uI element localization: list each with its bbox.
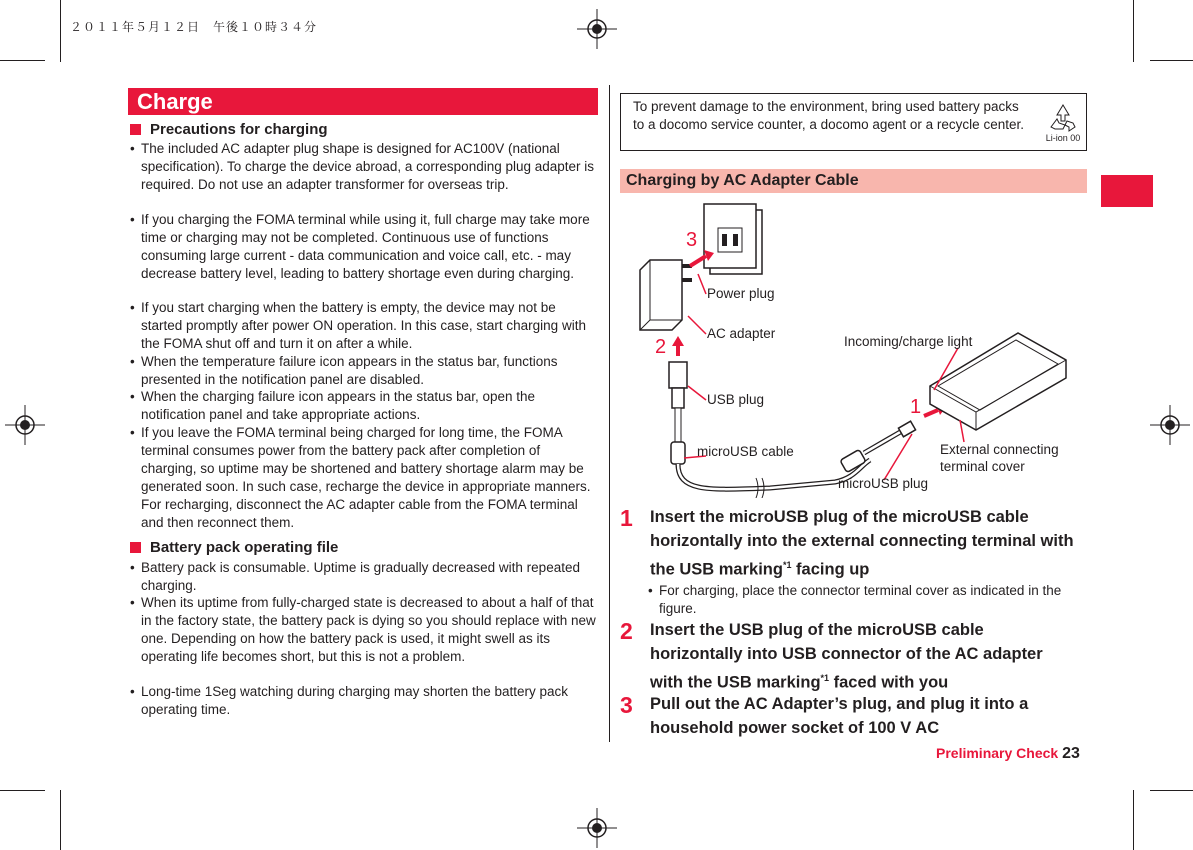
- step-number: 2: [620, 618, 633, 644]
- page-footer: [936, 745, 1080, 763]
- chapter-tab: [1101, 175, 1153, 207]
- diagram-number: 1: [910, 396, 922, 418]
- crop-mark: [1150, 60, 1193, 61]
- section-heading-battery-pack: Battery pack operating file: [130, 539, 338, 556]
- crop-mark: [1133, 790, 1134, 850]
- registration-mark-icon: [577, 9, 617, 49]
- registration-mark-icon: [577, 808, 617, 848]
- registration-mark-icon: [1150, 405, 1190, 445]
- crop-mark: [1133, 0, 1134, 62]
- print-timestamp: ２０１１年５月１２日 午後１０時３４分: [70, 20, 318, 34]
- square-bullet-icon: [130, 542, 141, 553]
- page-number: 23: [1062, 745, 1080, 762]
- list-item: • When its uptime from fully-charged state is decreased to about a half of that in the factory state, the battery pack is dying so you should replace with new one. Depending on how the battery pack is used, it might swell as its operating life becomes short, but this is not a problem.: [130, 595, 596, 664]
- section-banner-adapter: Charging by AC Adapter Cable: [620, 169, 1087, 193]
- crop-mark: [0, 60, 45, 61]
- list-item: • When the temperature failure icon appears in the status bar, functions presented in the notification panel are disabled.: [130, 354, 558, 387]
- list-item: • Long-time 1Seg watching during charging may shorten the battery pack operating time.: [130, 684, 568, 717]
- arrow-icon: [924, 410, 938, 416]
- crop-mark: [60, 0, 61, 62]
- wall-socket-icon: [704, 204, 762, 274]
- list-item: • If you charging the FOMA terminal while using it, full charge may take more time or charging may not be completed. Continuous use of functions consuming large current - data communication and voice call, etc. - may decrease battery level, leading to battery shortage even during charging.: [130, 212, 590, 281]
- registration-mark-icon: [5, 405, 45, 445]
- recycle-icon: [1041, 101, 1085, 145]
- step-number: 3: [620, 692, 633, 718]
- section-banner-charge: Charge: [128, 88, 598, 115]
- list-item: • If you start charging when the battery is empty, the device may not be started promptly after power ON operation. In this case, start charging with the FOMA shut off and turn it on after a while.: [130, 300, 586, 351]
- label-ext-cover-2: terminal cover: [940, 459, 1025, 474]
- label-usb-plug: USB plug: [707, 392, 765, 407]
- square-bullet-icon: [130, 124, 141, 135]
- step-text: Insert the USB plug of the microUSB cable horizontally into USB connector of the AC adapter with the USB marking$^{*1}$ faced with you: [650, 621, 1043, 692]
- crop-mark: [60, 790, 61, 850]
- label-microusb-cable: microUSB cable: [697, 444, 794, 459]
- list-item: • The included AC adapter plug shape is designed for AC100V (national specification). To charge the device abroad, a corresponding plug adapter is required. Do not use an adapter transformer for overseas trip.: [130, 141, 595, 192]
- label-ext-cover-1: External connecting: [940, 442, 1059, 457]
- recycle-label: Li-ion 00: [1045, 133, 1081, 143]
- label-incoming-light: Incoming/charge light: [844, 334, 973, 349]
- list-item: • Battery pack is consumable. Uptime is gradually decreased with repeated charging.: [130, 560, 580, 593]
- step-note: • For charging, place the connector terminal cover as indicated in the figure.: [648, 583, 1062, 616]
- recycle-notice-text: To prevent damage to the environment, bring used battery packs to a docomo service counter, a docomo agent or a recycle center.: [633, 99, 1024, 132]
- label-power-plug: Power plug: [707, 286, 775, 301]
- list-item: • When the charging failure icon appears in the status bar, open the notification panel and take appropriate actions.: [130, 389, 536, 422]
- label-microusb-plug: microUSB plug: [838, 476, 929, 491]
- ac-adapter-icon: [640, 260, 692, 330]
- step-text: Insert the microUSB plug of the microUSB cable horizontally into the external connecting terminal with the USB marking$^{*1}$ facing up: [650, 508, 1074, 579]
- label-ac-adapter: AC adapter: [707, 326, 776, 341]
- section-heading-precautions: Precautions for charging: [130, 121, 328, 138]
- diagram-number: 3: [686, 229, 698, 251]
- diagram-number: 2: [655, 336, 667, 358]
- column-divider: [609, 85, 610, 742]
- crop-mark: [0, 790, 45, 791]
- arrow-icon: [672, 336, 684, 346]
- footer-section: Preliminary Check: [936, 745, 1059, 761]
- list-item: • If you leave the FOMA terminal being charged for long time, the FOMA terminal consumes power from the battery pack after completion of charging, so uptime may be shortened and battery shortage alarm may be generated soon. In such case, recharge the device in appropriate manners. For recharging, disconnect the AC adapter cable from the FOMA terminal and then reconnect them.: [130, 425, 591, 530]
- crop-mark: [1150, 790, 1193, 791]
- step-text: Pull out the AC Adapter’s plug, and plug it into a household power socket of 100 V AC: [650, 695, 1029, 737]
- step-number: 1: [620, 505, 633, 531]
- usb-plug-icon: [669, 362, 687, 464]
- recycle-notice-box: [620, 93, 1087, 151]
